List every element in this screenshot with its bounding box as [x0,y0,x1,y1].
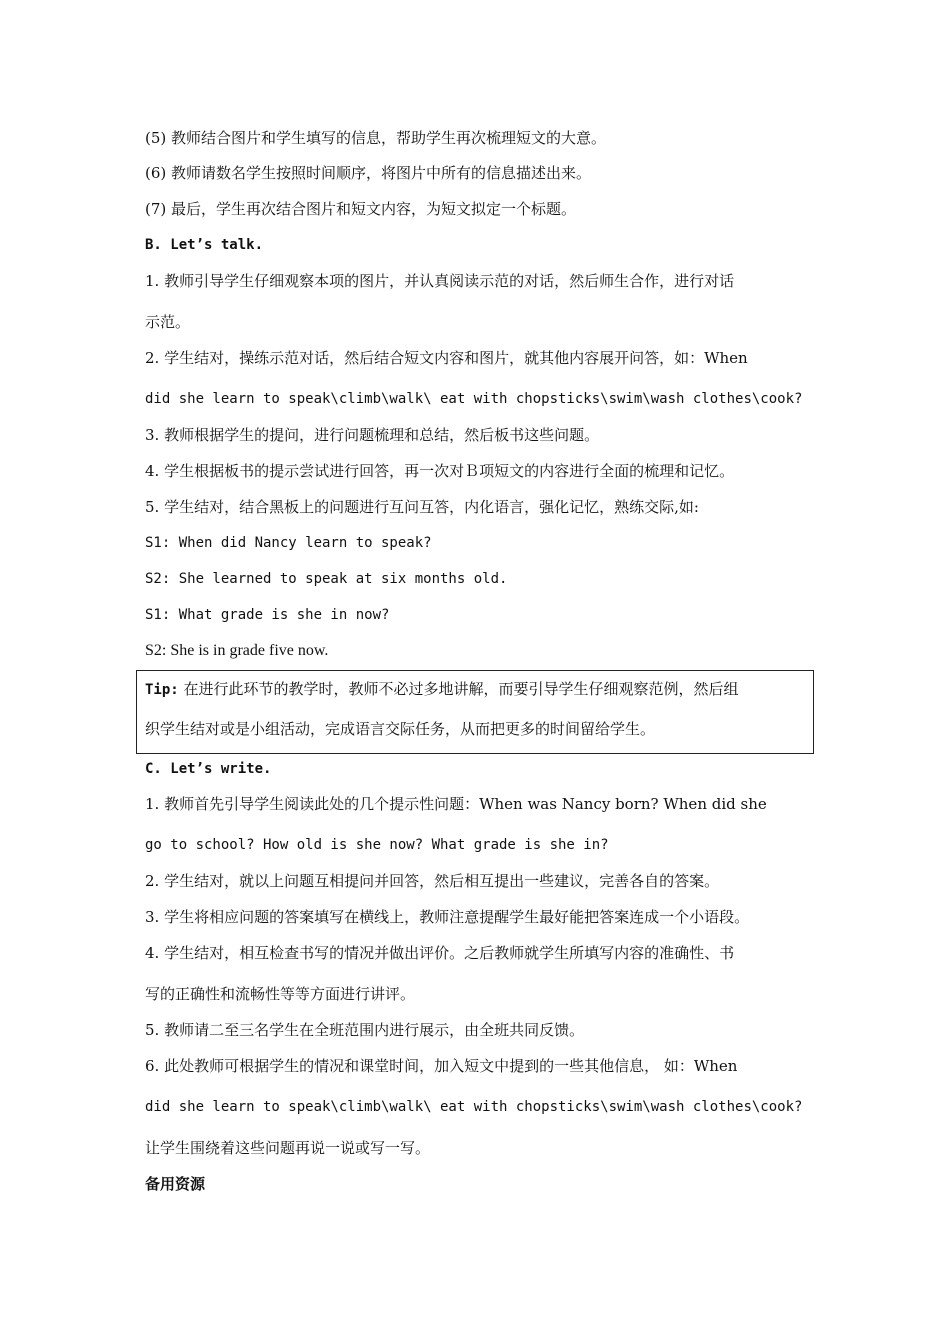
dialogue-line-3: S1: What grade is she in now? [145,607,390,623]
tip-label: Tip: [145,682,179,698]
b-item-2-line-1: 2. 学生结对，操练示范对话，然后结合短文内容和图片，就其他内容展开问答，如：When [145,349,748,367]
c-item-3: 3. 学生将相应问题的答案填写在横线上，教师注意提醒学生最好能把答案连成一个小语段。 [145,908,750,926]
c-item-6-line-2: did she learn to speak\climb\walk\ eat with chopsticks\swim\wash clothes\cook? [145,1099,803,1115]
c-item-1-line-1: 1. 教师首先引导学生阅读此处的几个提示性问题：When was Nancy born? When did she [145,795,767,813]
dialogue-line-1: S1: When did Nancy learn to speak? [145,535,432,551]
dialogue-line-2: S2: She learned to speak at six months old. [145,571,508,587]
tip-line-1 [145,679,739,700]
c-item-2: 2. 学生结对，就以上问题互相提问并回答，然后相互提出一些建议，完善各自的答案。 [145,872,720,890]
b-item-4: 4. 学生根据板书的提示尝试进行回答，再一次对Ｂ项短文的内容进行全面的梳理和记忆。 [145,462,735,480]
step-5-line: (5) 教师结合图片和学生填写的信息，帮助学生再次梳理短文的大意。 [145,129,607,147]
resources-heading: 备用资源 [145,1175,206,1193]
tip-line-2: 织学生结对或是小组活动，完成语言交际任务，从而把更多的时间留给学生。 [145,720,656,738]
step-7-line: (7) 最后，学生再次结合图片和短文内容，为短文拟定一个标题。 [145,200,577,218]
c-item-6-line-1: 6. 此处教师可根据学生的情况和课堂时间，加入短文中提到的一些其他信息， 如：When [145,1057,738,1075]
step-6-line: (6) 教师请数名学生按照时间顺序，将图片中所有的信息描述出来。 [145,164,592,182]
section-b-heading: B. Let’s talk. [145,237,264,253]
b-item-1-line-1: 1. 教师引导学生仔细观察本项的图片，并认真阅读示范的对话，然后师生合作，进行对话 [145,272,735,290]
tip-text-1: 在进行此环节的教学时，教师不必过多地讲解，而要引导学生仔细观察范例，然后组 [178,680,739,698]
b-item-3: 3. 教师根据学生的提问，进行问题梳理和总结，然后板书这些问题。 [145,426,600,444]
b-item-1-line-2: 示范。 [145,313,191,331]
c-item-1-line-2: go to school? How old is she now? What grade is she in? [145,837,609,853]
b-item-5: 5. 学生结对，结合黑板上的问题进行互问互答，内化语言，强化记忆，熟练交际,如: [145,498,699,516]
dialogue-line-4: S2: She is in grade five now. [145,642,329,659]
b-item-2-line-2: did she learn to speak\climb\walk\ eat with chopsticks\swim\wash clothes\cook? [145,391,803,407]
c-item-5: 5. 教师请二至三名学生在全班范围内进行展示，由全班共同反馈。 [145,1021,585,1039]
section-c-heading: C. Let’s write. [145,761,272,777]
tip-box [136,670,814,754]
c-item-4-line-2: 写的正确性和流畅性等等方面进行讲评。 [145,985,416,1003]
c-item-6-line-3: 让学生围绕着这些问题再说一说或写一写。 [145,1139,431,1157]
c-item-4-line-1: 4. 学生结对，相互检查书写的情况并做出评价。之后教师就学生所填写内容的准确性、书 [145,944,735,962]
